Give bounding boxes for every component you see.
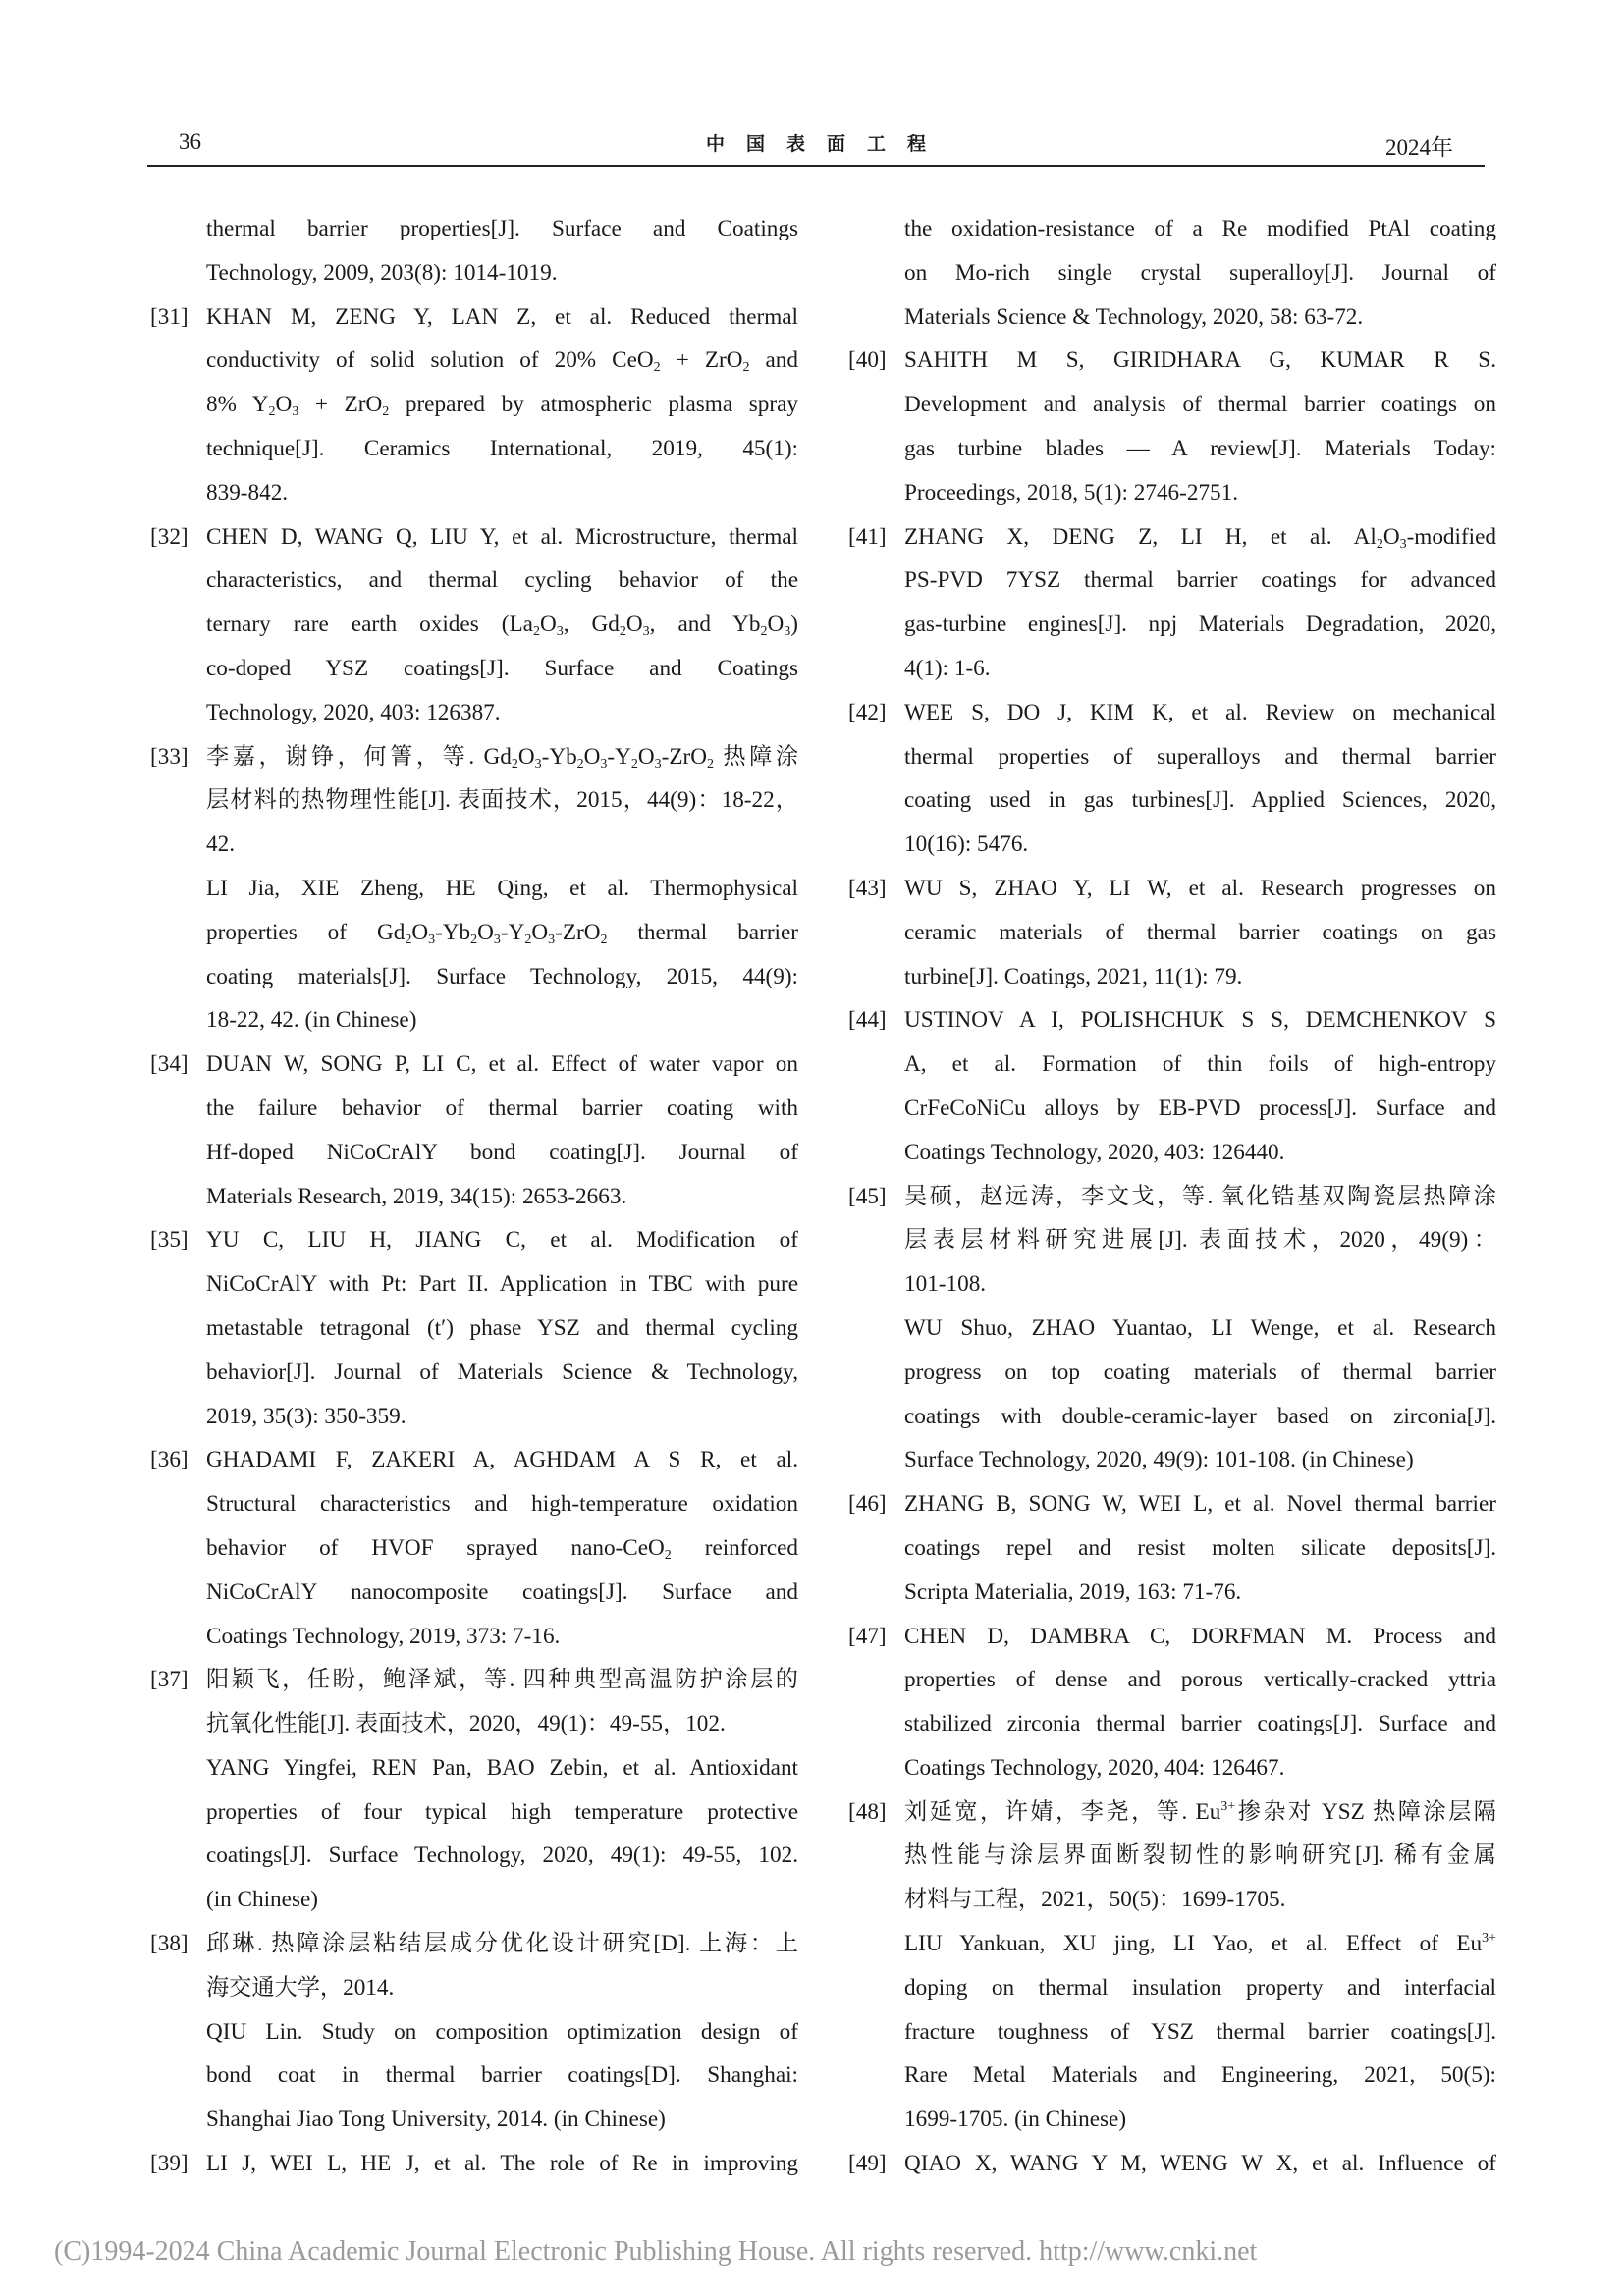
reference-line: 吴硕，赵远涛，李文戈，等. 氧化锆基双陶瓷层热障涂 <box>904 1183 1496 1209</box>
reference-line: ZHANG B, SONG W, WEI L, et al. Novel thermal barrier <box>904 1491 1496 1518</box>
reference-line: SAHITH M S, GIRIDHARA G, KUMAR R S. <box>904 347 1496 374</box>
reference-line: 839-842. <box>206 479 289 506</box>
reference-45 <box>848 1175 1496 1483</box>
reference-number: [48] <box>848 1798 887 1825</box>
reference-number: [31] <box>150 303 189 330</box>
reference-line: behavior[J]. Journal of Materials Science & Technology, <box>206 1359 798 1385</box>
reference-40 <box>848 339 1496 514</box>
reference-number: [32] <box>150 523 189 550</box>
reference-46 <box>848 1482 1496 1614</box>
reference-36 <box>150 1438 798 1658</box>
reference-line: ceramic materials of thermal barrier coatings on gas <box>904 919 1496 945</box>
reference-line: 18-22, 42. (in Chinese) <box>206 1007 417 1034</box>
reference-line: ZHANG X, DENG Z, LI H, et al. $Al_2O_3$-modified <box>904 523 1496 552</box>
reference-41 <box>848 515 1496 691</box>
reference-line: 层材料的热物理性能[J]. 表面技术，2015，44(9)：18-22， <box>206 787 798 814</box>
reference-line: LI J, WEI L, HE J, et al. The role of Re in improving <box>206 2151 798 2177</box>
reference-line: properties of four typical high temperature protective <box>206 1798 798 1825</box>
reference-line: QIU Lin. Study on composition optimization design of <box>206 2018 798 2045</box>
reference-line: 层表层材料研究进展[J]. 表面技术，2020，49(9)： <box>904 1227 1496 1254</box>
reference-33 <box>150 735 798 1043</box>
reference-line: CHEN D, DAMBRA C, DORFMAN M. Process and <box>904 1623 1496 1649</box>
reference-number: [38] <box>150 1931 189 1957</box>
reference-line: CHEN D, WANG Q, LIU Y, et al. Microstructure, thermal <box>206 523 798 550</box>
reference-line: 10(16): 5476. <box>904 831 1029 858</box>
right-column <box>848 207 1496 2186</box>
reference-42 <box>848 691 1496 867</box>
reference-line: gas turbine blades — A review[J]. Materials Today: <box>904 435 1496 461</box>
reference-line: Technology, 2020, 403: 126387. <box>206 699 501 725</box>
reference-line: doping on thermal insulation property and interfacial <box>904 1974 1496 2001</box>
reference-line: Surface Technology, 2020, 49(9): 101-108. (in Chinese) <box>904 1447 1414 1473</box>
reference-line: WU Shuo, ZHAO Yuantao, LI Wenge, et al. Research <box>904 1314 1496 1341</box>
reference-38 <box>150 1922 798 2142</box>
reference-line: 8% $Y_2O_3 + ZrO_2$ prepared by atmospheric plasma spray <box>206 392 798 420</box>
reference-line: Structural characteristics and high-temperature oxidation <box>206 1491 798 1518</box>
reference-number: [45] <box>848 1183 887 1209</box>
reference-line: Scripta Materialia, 2019, 163: 71-76. <box>904 1578 1242 1605</box>
reference-line: 材料与工程，2021，50(5)：1699-1705. <box>904 1887 1286 1913</box>
reference-48 <box>848 1790 1496 2142</box>
reference-line: gas-turbine engines[J]. npj Materials Degradation, 2020, <box>904 612 1496 638</box>
reference-line: Development and analysis of thermal barrier coatings on <box>904 392 1496 418</box>
reference-line: Coatings Technology, 2020, 403: 126440. <box>904 1139 1285 1165</box>
reference-line: WEE S, DO J, KIM K, et al. Review on mechanical <box>904 699 1496 725</box>
reference-number: [44] <box>848 1007 887 1034</box>
reference-line: Coatings Technology, 2019, 373: 7-16. <box>206 1623 561 1649</box>
reference-line: technique[J]. Ceramics International, 2019, 45(1): <box>206 435 798 461</box>
reference-number: [46] <box>848 1491 887 1518</box>
reference-line: QIAO X, WANG Y M, WENG W X, et al. Influence of <box>904 2151 1496 2177</box>
reference-line: 抗氧化性能[J]. 表面技术，2020，49(1)：49-55，102. <box>206 1711 726 1737</box>
reference-47 <box>848 1615 1496 1790</box>
reference-line: 阳颖飞，任盼，鲍泽斌，等. 四种典型高温防护涂层的 <box>206 1667 798 1693</box>
reference-number: [39] <box>150 2151 189 2177</box>
reference-line: DUAN W, SONG P, LI C, et al. Effect of water vapor on <box>206 1051 798 1078</box>
reference-line: LI Jia, XIE Zheng, HE Qing, et al. Thermophysical <box>206 875 798 901</box>
reference-line: Materials Research, 2019, 34(15): 2653-2663. <box>206 1183 627 1209</box>
reference-line: properties of dense and porous vertically-cracked yttria <box>904 1667 1496 1693</box>
reference-line: metastable tetragonal (t′) phase YSZ and thermal cycling <box>206 1314 798 1341</box>
reference-continuation <box>848 207 1496 339</box>
reference-37 <box>150 1658 798 1922</box>
reference-line: ternary rare earth oxides ($La_2O_3$, $Gd_2O_3$, and $Yb_2O_3$) <box>206 612 798 640</box>
reference-49 <box>848 2142 1496 2186</box>
reference-line: coating used in gas turbines[J]. Applied Sciences, 2020, <box>904 787 1496 814</box>
reference-number: [35] <box>150 1227 189 1254</box>
reference-line: 海交通大学，2014. <box>206 1974 395 2001</box>
reference-line: coatings[J]. Surface Technology, 2020, 49(1): 49-55, 102. <box>206 1842 798 1869</box>
reference-32 <box>150 515 798 735</box>
reference-number: [43] <box>848 875 887 901</box>
reference-line: Hf-doped NiCoCrAlY bond coating[J]. Journal of <box>206 1139 798 1165</box>
reference-line: 101-108. <box>904 1271 987 1298</box>
reference-31 <box>150 295 798 515</box>
page-number: 36 <box>179 130 201 154</box>
reference-line: 2019, 35(3): 350-359. <box>206 1403 406 1429</box>
reference-line: on Mo-rich single crystal superalloy[J]. Journal of <box>904 259 1496 286</box>
reference-line: the failure behavior of thermal barrier coating with <box>206 1095 798 1121</box>
reference-line: co-doped YSZ coatings[J]. Surface and Coatings <box>206 655 798 681</box>
page-header <box>147 126 1485 167</box>
reference-number: [49] <box>848 2151 887 2177</box>
reference-number: [47] <box>848 1623 887 1649</box>
reference-line: behavior of HVOF sprayed nano-CeO$_2$ reinforced <box>206 1534 798 1563</box>
reference-line: KHAN M, ZENG Y, LAN Z, et al. Reduced thermal <box>206 303 798 330</box>
reference-line: 1699-1705. (in Chinese) <box>904 2107 1127 2133</box>
reference-line: thermal barrier properties[J]. Surface and Coatings <box>206 216 798 241</box>
reference-line: YU C, LIU H, JIANG C, et al. Modification of <box>206 1227 798 1254</box>
reference-line: CrFeCoNiCu alloys by EB-PVD process[J]. Surface and <box>904 1095 1496 1121</box>
reference-line: NiCoCrAlY with Pt: Part II. Application in TBC with pure <box>206 1271 798 1298</box>
journal-title: 中国表面工程 <box>705 133 947 155</box>
reference-35 <box>150 1218 798 1438</box>
reference-line: fracture toughness of YSZ thermal barrier coatings[J]. <box>904 2018 1496 2045</box>
reference-line: coating materials[J]. Surface Technology, 2015, 44(9): <box>206 963 798 989</box>
reference-number: [36] <box>150 1447 189 1473</box>
reference-line: Materials Science & Technology, 2020, 58: 63-72. <box>904 303 1364 330</box>
reference-line: the oxidation-resistance of a Re modified PtAl coating <box>904 216 1496 241</box>
reference-line: 热性能与涂层界面断裂韧性的影响研究[J]. 稀有金属 <box>904 1842 1496 1869</box>
reference-line: characteristics, and thermal cycling behavior of the <box>206 567 798 594</box>
reference-44 <box>848 998 1496 1174</box>
reference-line: NiCoCrAlY nanocomposite coatings[J]. Surface and <box>206 1578 798 1605</box>
reference-line: stabilized zirconia thermal barrier coatings[J]. Surface and <box>904 1711 1496 1737</box>
reference-line: thermal properties of superalloys and thermal barrier <box>904 743 1496 770</box>
reference-line: Coatings Technology, 2020, 404: 126467. <box>904 1754 1285 1781</box>
reference-line: 邱琳. 热障涂层粘结层成分优化设计研究[D]. 上海：上 <box>206 1931 798 1957</box>
reference-line: 4(1): 1-6. <box>904 655 991 681</box>
reference-39 <box>150 2142 798 2186</box>
reference-line: LIU Yankuan, XU jing, LI Yao, et al. Effect of $Eu^{3+}$ <box>904 1931 1496 1957</box>
reference-number: [33] <box>150 743 189 770</box>
copyright-footer: (C)1994-2024 China Academic Journal Electronic Publishing House. All rights reserved. http://www.cnki.net <box>54 2236 1258 2267</box>
reference-line: A, et al. Formation of thin foils of high-entropy <box>904 1051 1496 1078</box>
reference-line: WU S, ZHAO Y, LI W, et al. Research progresses on <box>904 875 1496 901</box>
reference-line: USTINOV A I, POLISHCHUK S S, DEMCHENKOV S <box>904 1007 1496 1034</box>
reference-line: Rare Metal Materials and Engineering, 2021, 50(5): <box>904 2062 1496 2089</box>
reference-line: Shanghai Jiao Tong University, 2014. (in Chinese) <box>206 2107 666 2133</box>
reference-line: coatings repel and resist molten silicate deposits[J]. <box>904 1534 1496 1561</box>
reference-43 <box>848 867 1496 998</box>
reference-line: YANG Yingfei, REN Pan, BAO Zebin, et al. Antioxidant <box>206 1754 798 1781</box>
reference-line: Technology, 2009, 203(8): 1014-1019. <box>206 259 558 286</box>
reference-number: [42] <box>848 699 887 725</box>
reference-line: bond coat in thermal barrier coatings[D]. Shanghai: <box>206 2062 798 2089</box>
reference-number: [37] <box>150 1667 189 1693</box>
reference-line: (in Chinese) <box>206 1887 318 1913</box>
reference-line: GHADAMI F, ZAKERI A, AGHDAM A S R, et al. <box>206 1447 798 1473</box>
reference-line: conductivity of solid solution of 20% CeO$_2$ + ZrO$_2$ and <box>206 347 798 376</box>
reference-34 <box>150 1042 798 1218</box>
reference-line: PS-PVD 7YSZ thermal barrier coatings for advanced <box>904 567 1496 594</box>
reference-continuation <box>150 207 798 295</box>
reference-line: 李嘉，谢铮，何箐，等. $Gd_2O_3-Yb_2O_3-Y_2O_3-ZrO_2$ 热障涂 <box>206 743 799 772</box>
issue-year: 2024年 <box>1385 135 1453 160</box>
reference-line: 刘延宽，许婧，李尧，等. $Eu^{3+}$掺杂对 YSZ 热障涂层隔 <box>904 1798 1496 1825</box>
reference-line: properties of $Gd_2O_3-Yb_2O_3-Y_2O_3-ZrO_2$ thermal barrier <box>206 919 798 947</box>
reference-line: 42. <box>206 831 235 858</box>
reference-line: turbine[J]. Coatings, 2021, 11(1): 79. <box>904 963 1243 989</box>
reference-line: coatings with double-ceramic-layer based on zirconia[J]. <box>904 1403 1496 1429</box>
reference-line: progress on top coating materials of thermal barrier <box>904 1359 1496 1385</box>
reference-number: [41] <box>848 523 887 550</box>
left-column <box>150 207 798 2186</box>
reference-number: [40] <box>848 347 887 374</box>
reference-line: Proceedings, 2018, 5(1): 2746-2751. <box>904 479 1239 506</box>
reference-number: [34] <box>150 1051 189 1078</box>
